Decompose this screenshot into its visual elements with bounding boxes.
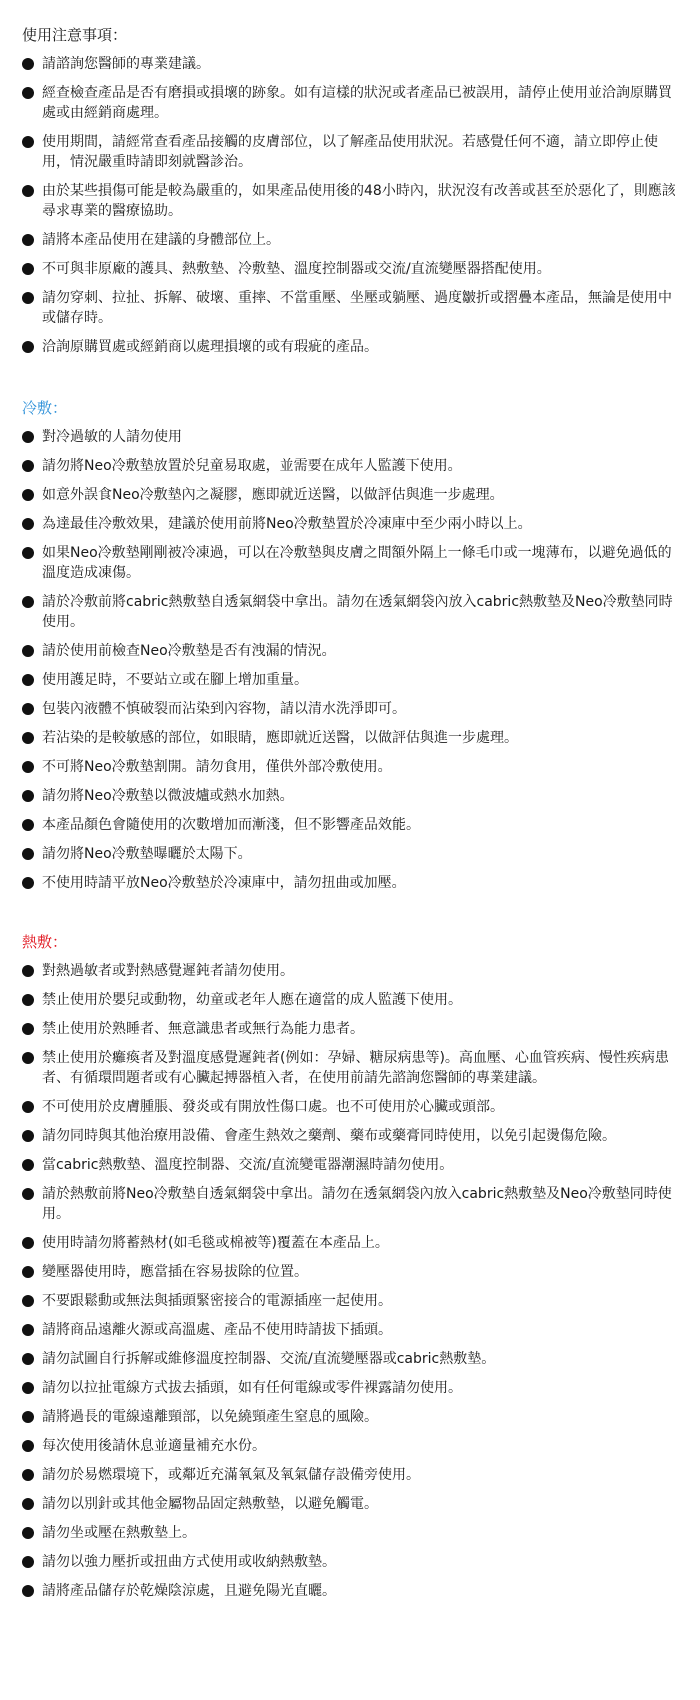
list-item [22, 670, 680, 690]
bullet-icon [22, 965, 34, 977]
list-item-text: 請勿將Neo冷敷墊以微波爐或熱水加熱。 [42, 788, 294, 804]
list-item-text: 請勿將Neo冷敷墊曝曬於太陽下。 [42, 846, 252, 862]
list-item [22, 873, 680, 893]
list-item [22, 83, 680, 123]
list-item-text: 如意外誤食Neo冷敷墊內之凝膠，應即就近送醫，以做評估與進一步處理。 [42, 487, 504, 503]
bullet-icon [22, 489, 34, 501]
list-item-text: 變壓器使用時，應當插在容易拔除的位置。 [42, 1264, 308, 1280]
bullet-icon [22, 431, 34, 443]
list-item [22, 485, 680, 505]
list-item-text: 請勿以別針或其他金屬物品固定熱敷墊，以避免觸電。 [42, 1496, 378, 1512]
bullet-icon [22, 1052, 34, 1064]
list-item [22, 728, 680, 748]
list-item-text: 使用期間，請經常查看產品接觸的皮膚部位，以了解產品使用狀況。若感覺任何不適，請立即停止使用，情況嚴重時請即刻就醫診治。 [42, 134, 658, 170]
bullet-icon [22, 234, 34, 246]
bullet-icon [22, 1498, 34, 1510]
list-item-text: 本產品顏色會隨使用的次數增加而漸淺，但不影響產品效能。 [42, 817, 420, 833]
list-item [22, 132, 680, 172]
list-item-text: 對熱過敏者或對熱感覺遲鈍者請勿使用。 [42, 963, 294, 979]
list-item [22, 1291, 680, 1311]
hot-list [22, 961, 680, 1601]
bullet-icon [22, 703, 34, 715]
usage-notes-title: 使用注意事項： [22, 26, 128, 44]
list-item [22, 1552, 680, 1572]
list-item [22, 641, 680, 661]
list-item [22, 230, 680, 250]
bullet-icon [22, 1527, 34, 1539]
bullet-icon [22, 848, 34, 860]
list-item-text: 請勿將Neo冷敷墊放置於兒童易取處，並需要在成年人監護下使用。 [42, 458, 462, 474]
list-item [22, 1019, 680, 1039]
bullet-icon [22, 1353, 34, 1365]
bullet-icon [22, 1295, 34, 1307]
bullet-icon [22, 341, 34, 353]
bullet-icon [22, 790, 34, 802]
bullet-icon [22, 761, 34, 773]
bullet-icon [22, 596, 34, 608]
bullet-icon [22, 1188, 34, 1200]
list-item [22, 181, 680, 221]
bullet-icon [22, 674, 34, 686]
list-item-text: 禁止使用於熟睡者、無意識患者或無行為能力患者。 [42, 1021, 364, 1037]
list-item [22, 961, 680, 981]
bullet-icon [22, 1411, 34, 1423]
list-item-text: 請勿試圖自行拆解或維修溫度控制器、交流/直流變壓器或cabric熱敷墊。 [42, 1351, 496, 1367]
list-item [22, 1097, 680, 1117]
bullet-icon [22, 994, 34, 1006]
list-item [22, 1494, 680, 1514]
bullet-icon [22, 1382, 34, 1394]
list-item-text: 請諮詢您醫師的專業建議。 [42, 56, 210, 72]
usage-notes-section [22, 24, 680, 357]
list-item [22, 1233, 680, 1253]
list-item [22, 844, 680, 864]
bullet-icon [22, 1324, 34, 1336]
list-item [22, 259, 680, 279]
list-item-text: 每次使用後請休息並適量補充水份。 [42, 1438, 266, 1454]
list-item-text: 請將本產品使用在建議的身體部位上。 [42, 232, 280, 248]
list-item [22, 1126, 680, 1146]
list-item [22, 1320, 680, 1340]
bullet-icon [22, 263, 34, 275]
list-item-text: 請勿以拉扯電線方式拔去插頭，如有任何電線或零件裸露請勿使用。 [42, 1380, 462, 1396]
list-item-text: 不可使用於皮膚腫脹、發炎或有開放性傷口處。也不可使用於心臟或頭部。 [42, 1099, 504, 1115]
list-item-text: 不可將Neo冷敷墊割開。請勿食用，僅供外部冷敷使用。 [42, 759, 392, 775]
cold-list [22, 427, 680, 893]
list-item [22, 1436, 680, 1456]
cold-section [22, 397, 680, 893]
bullet-icon [22, 58, 34, 70]
list-item [22, 1407, 680, 1427]
bullet-icon [22, 292, 34, 304]
bullet-icon [22, 1237, 34, 1249]
list-item-text: 請勿以強力壓折或扭曲方式使用或收納熱敷墊。 [42, 1554, 336, 1570]
list-item [22, 456, 680, 476]
list-item [22, 514, 680, 534]
list-item-text: 請勿坐或壓在熱敷墊上。 [42, 1525, 196, 1541]
list-item [22, 786, 680, 806]
bullet-icon [22, 1556, 34, 1568]
list-item [22, 815, 680, 835]
list-item [22, 337, 680, 357]
hot-section [22, 931, 680, 1601]
list-item [22, 1465, 680, 1485]
list-item [22, 699, 680, 719]
list-item [22, 1048, 680, 1088]
list-item [22, 288, 680, 328]
bullet-icon [22, 1585, 34, 1597]
bullet-icon [22, 1159, 34, 1171]
bullet-icon [22, 136, 34, 148]
list-item-text: 如果Neo冷敷墊剛剛被冷凍過，可以在冷敷墊與皮膚之間額外隔上一條毛巾或一塊薄布，以避免過低的溫度造成凍傷。 [42, 545, 672, 581]
list-item [22, 427, 680, 447]
bullet-icon [22, 460, 34, 472]
list-item-text: 禁止使用於癱瘓者及對溫度感覺遲鈍者(例如：孕婦、糖尿病患等)。高血壓、心血管疾病、慢性疾病患者、有循環問題者或有心臟起搏器植入者，在使用前請先諮詢您醫師的專業建議。 [42, 1050, 669, 1086]
list-item [22, 757, 680, 777]
list-item-text: 使用護足時，不要站立或在腳上增加重量。 [42, 672, 308, 688]
list-item-text: 不要跟鬆動或無法與插頭緊密接合的電源插座一起使用。 [42, 1293, 392, 1309]
bullet-icon [22, 877, 34, 889]
usage-notes-list [22, 54, 680, 357]
list-item-text: 當cabric熱敷墊、溫度控制器、交流/直流變電器潮濕時請勿使用。 [42, 1157, 454, 1173]
list-item-text: 經查檢查產品是否有磨損或損壞的跡象。如有這樣的狀況或者產品已被誤用，請停止使用並洽詢原購買處或由經銷商處理。 [42, 85, 672, 121]
list-item [22, 1378, 680, 1398]
bullet-icon [22, 819, 34, 831]
bullet-icon [22, 87, 34, 99]
bullet-icon [22, 645, 34, 657]
bullet-icon [22, 518, 34, 530]
list-item [22, 1581, 680, 1601]
list-item-text: 不可與非原廠的護具、熱敷墊、冷敷墊、溫度控制器或交流/直流變壓器搭配使用。 [42, 261, 551, 277]
hot-title: 熱敷： [22, 933, 68, 951]
list-item-text: 請將商品遠離火源或高溫處、產品不使用時請拔下插頭。 [42, 1322, 392, 1338]
list-item [22, 1184, 680, 1224]
cold-title: 冷敷： [22, 399, 68, 417]
list-item-text: 請於使用前檢查Neo冷敷墊是否有洩漏的情況。 [42, 643, 336, 659]
list-item-text: 請於熱敷前將Neo冷敷墊自透氣網袋中拿出。請勿在透氣網袋內放入cabric熱敷墊及Neo冷敷墊同時使用。 [42, 1186, 672, 1222]
list-item-text: 禁止使用於嬰兒或動物，幼童或老年人應在適當的成人監護下使用。 [42, 992, 462, 1008]
list-item-text: 使用時請勿將蓄熱材(如毛毯或棉被等)覆蓋在本產品上。 [42, 1235, 389, 1251]
bullet-icon [22, 1266, 34, 1278]
bullet-icon [22, 1130, 34, 1142]
list-item [22, 1523, 680, 1543]
list-item-text: 請將產品儲存於乾燥陰涼處，且避免陽光直曬。 [42, 1583, 336, 1599]
list-item-text: 包裝內液體不慎破裂而沾染到內容物，請以清水洗淨即可。 [42, 701, 406, 717]
list-item-text: 對冷過敏的人請勿使用 [42, 429, 182, 445]
list-item-text: 若沾染的是較敏感的部位，如眼睛，應即就近送醫，以做評估與進一步處理。 [42, 730, 518, 746]
list-item-text: 不使用時請平放Neo冷敷墊於冷凍庫中，請勿扭曲或加壓。 [42, 875, 406, 891]
list-item-text: 請於冷敷前將cabric熱敷墊自透氣網袋中拿出。請勿在透氣網袋內放入cabric熱敷墊及Neo冷敷墊同時使用。 [42, 594, 673, 630]
list-item [22, 543, 680, 583]
list-item [22, 1349, 680, 1369]
list-item [22, 54, 680, 74]
bullet-icon [22, 547, 34, 559]
list-item [22, 990, 680, 1010]
bullet-icon [22, 1101, 34, 1113]
list-item-text: 請勿穿刺、拉扯、拆解、破壞、重摔、不當重壓、坐壓或躺壓、過度皺折或摺疊本產品，無論是使用中或儲存時。 [42, 290, 672, 326]
bullet-icon [22, 732, 34, 744]
bullet-icon [22, 185, 34, 197]
bullet-icon [22, 1440, 34, 1452]
bullet-icon [22, 1023, 34, 1035]
list-item-text: 請將過長的電線遠離頸部，以免繞頸產生窒息的風險。 [42, 1409, 378, 1425]
list-item-text: 請勿於易燃環境下，或鄰近充滿氧氣及氧氣儲存設備旁使用。 [42, 1467, 420, 1483]
bullet-icon [22, 1469, 34, 1481]
list-item [22, 592, 680, 632]
list-item [22, 1155, 680, 1175]
list-item-text: 由於某些損傷可能是較為嚴重的，如果產品使用後的48小時內，狀況沒有改善或甚至於惡化了，則應該尋求專業的醫療協助。 [42, 183, 676, 219]
list-item-text: 洽詢原購買處或經銷商以處理損壞的或有瑕疵的產品。 [42, 339, 378, 355]
list-item-text: 為達最佳冷敷效果，建議於使用前將Neo冷敷墊置於冷凍庫中至少兩小時以上。 [42, 516, 532, 532]
list-item-text: 請勿同時與其他治療用設備、會產生熱效之藥劑、藥布或藥膏同時使用，以免引起燙傷危險。 [42, 1128, 616, 1144]
list-item [22, 1262, 680, 1282]
